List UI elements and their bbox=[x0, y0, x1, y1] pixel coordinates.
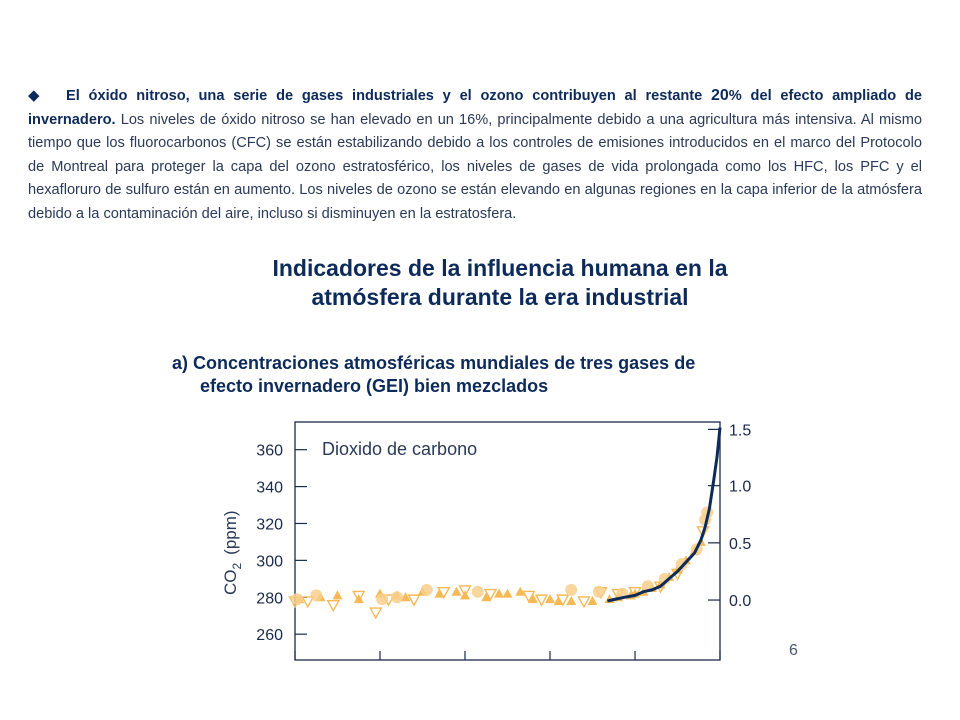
y2-tick-label-1.0: 1.0 bbox=[729, 478, 752, 496]
y2-tick-label-1.5: 1.5 bbox=[729, 422, 752, 440]
core_open_triangles-point-13 bbox=[579, 597, 590, 607]
y-axis-left bbox=[256, 443, 307, 644]
figure-subtitle-line2: efecto invernadero (GEI) bien mezclados bbox=[200, 376, 549, 396]
core_circles-point-4 bbox=[421, 584, 433, 596]
paragraph-body: Los niveles de óxido nitroso se han elevado en un 16%, principalmente debido a una agricultura más intensiva. Al mismo tiempo que los fluorocarbonos (CFC) se están estabilizando debido a los controles de emisiones introducidos en el marco del Protocolo de Montreal para proteger la capa del ozono estratosférico, los niveles de gases de vida prolongada como los HFC, los PFC y el hexafloruro de sulfuro están en aumento. Los niveles de ozono se están elevando en algunas regiones en la capa inferior de la atmósfera debido a la contaminación del aire, incluso si disminuyen en la estratosfera. bbox=[28, 111, 922, 222]
core_triangles-point-13 bbox=[503, 589, 513, 598]
x-axis bbox=[295, 651, 720, 660]
y-axis-label bbox=[221, 510, 244, 595]
core_circles-point-1 bbox=[310, 589, 322, 601]
y2-tick-label-0.5: 0.5 bbox=[729, 535, 752, 553]
core_circles-point-3 bbox=[391, 591, 403, 603]
core_triangles-point-2 bbox=[333, 590, 343, 599]
figure-subtitle-line1: a) Concentraciones atmosféricas mundiales de tres gases de bbox=[172, 353, 696, 373]
y2-tick-label-0.0: 0.0 bbox=[729, 593, 752, 611]
core_circles-point-5 bbox=[472, 586, 484, 598]
y-tick-label-280: 280 bbox=[256, 590, 283, 608]
y-axis-label-main: CO bbox=[221, 569, 240, 595]
y-tick-label-340: 340 bbox=[256, 479, 283, 497]
figure-title-line2: atmósfera durante la era industrial bbox=[311, 284, 689, 310]
y-tick-label-360: 360 bbox=[256, 442, 283, 460]
y-tick-label-320: 320 bbox=[256, 516, 283, 534]
page-number: 6 bbox=[789, 642, 798, 659]
paragraph-bold-lead: El óxido nitroso, una serie de gases industriales y el ozono contribuyen al restante 20% del efecto ampliado de invernadero. bbox=[28, 87, 922, 128]
figure-title-line1: Indicadores de la influencia humana en la bbox=[272, 255, 728, 281]
core_circles-point-7 bbox=[593, 586, 605, 598]
y-tick-label-260: 260 bbox=[256, 627, 283, 645]
y-tick-label-300: 300 bbox=[256, 553, 283, 571]
y-axis-right bbox=[708, 422, 751, 610]
percent-value: 20 bbox=[711, 87, 729, 104]
core_open_triangles-point-2 bbox=[328, 601, 339, 611]
core_circles-point-2 bbox=[376, 593, 388, 605]
y-axis-label-sub: 2 bbox=[230, 562, 244, 570]
core_circles-point-6 bbox=[565, 584, 577, 596]
core_open_triangles-point-4 bbox=[370, 608, 381, 618]
panel-label: Dioxido de carbono bbox=[322, 439, 478, 459]
core_circles-point-0 bbox=[291, 593, 303, 605]
y-axis-label-unit: (ppm) bbox=[221, 510, 240, 555]
core_open_triangles-point-11 bbox=[536, 595, 547, 605]
core_open_triangles-point-6 bbox=[409, 595, 420, 605]
diamond-bullet-icon: ◆ bbox=[28, 87, 40, 104]
